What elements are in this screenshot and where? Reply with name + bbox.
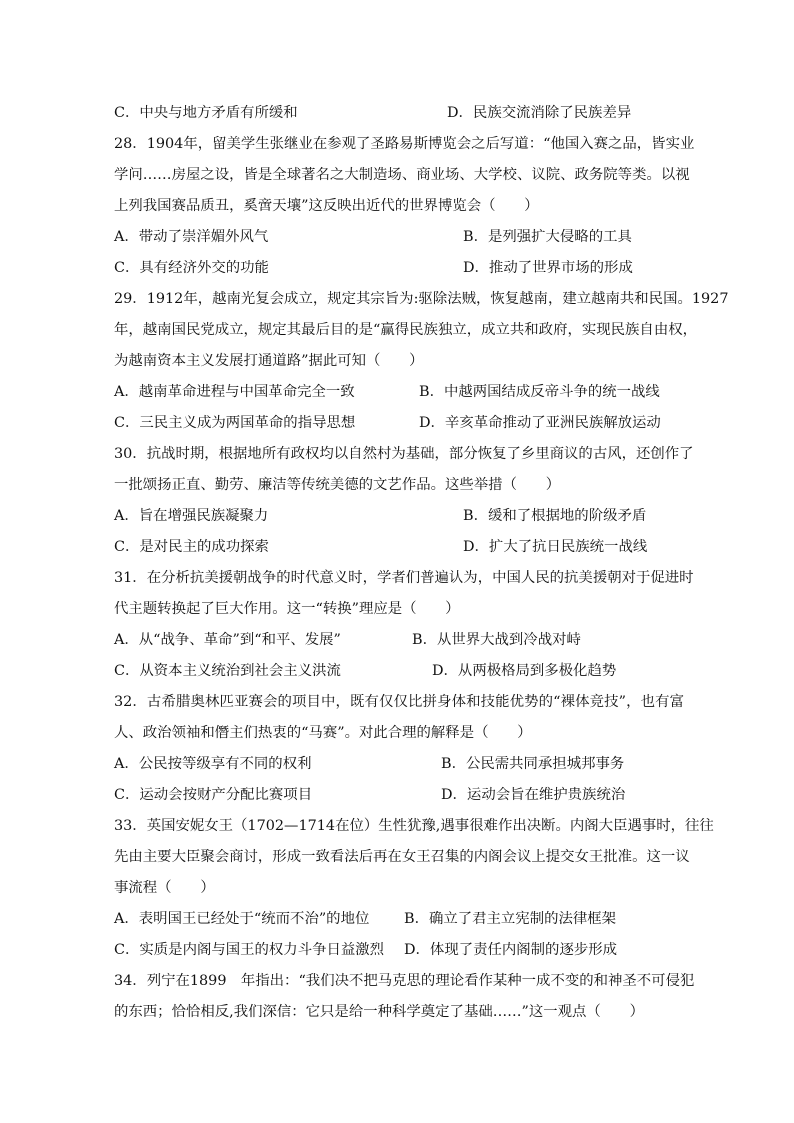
answer-option: D．民族交流消除了民族差异 <box>447 105 632 121</box>
question-text-line: 上列我国赛品质丑，奚啻天壤”这反映出近代的世界博览会（ ） <box>114 198 539 214</box>
question-text-line: 29．1912年，越南光复会成立，规定其宗旨为:驱除法贼，恢复越南，建立越南共和民国。1927 <box>114 291 729 307</box>
answer-option: C．运动会按财产分配比赛项目 <box>114 787 313 803</box>
answer-option: B．中越两国结成反帝斗争的统一战线 <box>419 384 660 400</box>
answer-option: C．中央与地方矛盾有所缓和 <box>114 105 298 121</box>
answer-option: B．是列强扩大侵略的工具 <box>463 229 632 245</box>
answer-option: C．是对民主的成功探索 <box>114 539 269 555</box>
answer-option: D．辛亥革命推动了亚洲民族解放运动 <box>419 415 661 431</box>
answer-option: B．从世界大战到冷战对峙 <box>412 632 581 648</box>
question-text-line: 人、政治领袖和僭主们热衷的“马赛”。对此合理的解释是（ ） <box>114 725 532 741</box>
answer-option: A．表明国王已经处于“统而不治”的地位 <box>114 911 370 927</box>
answer-option: D．从两极格局到多极化趋势 <box>432 663 617 679</box>
answer-option: A．公民按等级享有不同的权利 <box>114 756 312 772</box>
answer-option: A．越南革命进程与中国革命完全一致 <box>114 384 355 400</box>
answer-option: D．体现了责任内阁制的逐步形成 <box>404 942 618 958</box>
question-text-line: 33．英国安妮女王（1702—1714在位）生性犹豫,遇事很难作出决断。内阁大臣遇事时，往往 <box>114 818 714 834</box>
answer-option: D．运动会旨在维护贵族统治 <box>441 787 626 803</box>
question-text-line: 32．古希腊奥林匹亚赛会的项目中，既有仅仅比拼身体和技能优势的“裸体竞技”，也有富 <box>114 694 684 710</box>
answer-option: D．推动了世界市场的形成 <box>463 260 633 276</box>
answer-option: B．缓和了根据地的阶级矛盾 <box>463 508 647 524</box>
question-text-line: 学问……房屋之设，皆是全球著名之大制造场、商业场、大学校、议院、政务院等类。以视 <box>114 167 690 183</box>
question-text-line: 代主题转换起了巨大作用。这一“转换”理应是（ ） <box>114 601 460 617</box>
question-text-line: 31．在分析抗美援朝战争的时代意义时，学者们普遍认为，中国人民的抗美援朝对于促进时 <box>114 570 694 586</box>
answer-option: A．旨在增强民族凝聚力 <box>114 508 269 524</box>
answer-option: A．从“战争、革命”到“和平、发展” <box>114 632 341 648</box>
question-text-line: 28．1904年，留美学生张继业在参观了圣路易斯博览会之后写道：“他国入赛之品，皆实业 <box>114 136 695 152</box>
answer-option: B．确立了君主立宪制的法律框架 <box>404 911 617 927</box>
answer-option: C．实质是内阁与国王的权力斗争日益激烈 <box>114 942 385 958</box>
question-text-line: 一批颂扬正直、勤劳、廉洁等传统美德的文艺作品。这些举措（ ） <box>114 477 561 493</box>
question-text-line: 年，越南国民党成立，规定其最后目的是“赢得民族独立，成立共和政府，实现民族自由权， <box>114 322 697 338</box>
answer-option: D．扩大了抗日民族统一战线 <box>463 539 648 555</box>
question-text-line: 先由主要大臣聚会商讨，形成一致看法后再在女王召集的内阁会议上提交女王批准。这一议 <box>114 849 690 865</box>
question-text-line: 34．列宁在1899 年指出：“我们决不把马克思的理论看作某种一成不变的和神圣不可侵犯 <box>114 973 695 989</box>
question-text-line: 的东西；恰恰相反,我们深信：它只是给一种科学奠定了基础……”这一观点（ ） <box>114 1004 644 1020</box>
question-text-line: 30．抗战时期，根据地所有政权均以自然村为基础，部分恢复了乡里商议的古风，还创作了 <box>114 446 694 462</box>
answer-option: C．具有经济外交的功能 <box>114 260 269 276</box>
answer-option: A．带动了崇洋媚外风气 <box>114 229 269 245</box>
question-text-line: 为越南资本主义发展打通道路”据此可知（ ） <box>114 353 424 369</box>
answer-option: C．三民主义成为两国革命的指导思想 <box>114 415 356 431</box>
question-text-line: 事流程（ ） <box>114 880 215 896</box>
answer-option: C．从资本主义统治到社会主义洪流 <box>114 663 341 679</box>
answer-option: B．公民需共同承担城邦事务 <box>441 756 625 772</box>
